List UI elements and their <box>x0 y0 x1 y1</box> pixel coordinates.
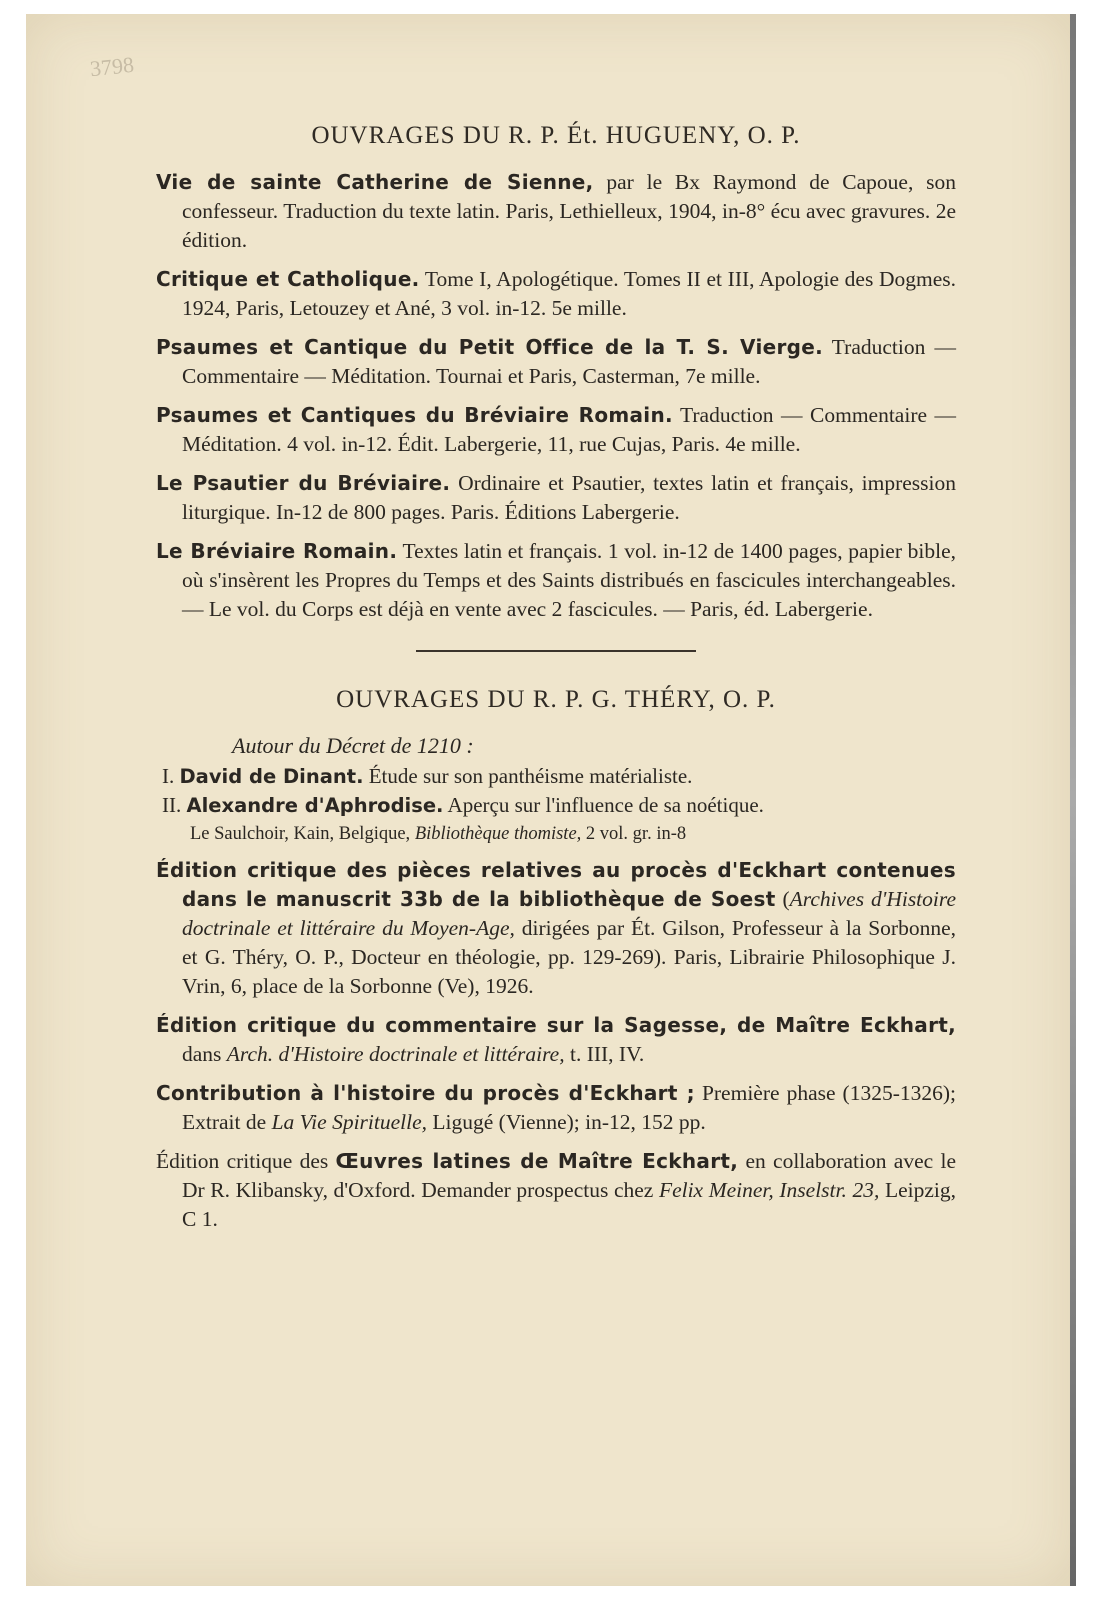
page-content <box>156 122 956 1244</box>
list-item: Édition critique des Œuvres latines de Maître Eckhart, en collaboration avec le Dr R. Klibansky, d'Oxford. Demander prospectus chez Felix Meiner, Inselstr. 23, Leipzig, C 1. <box>156 1149 956 1231</box>
section-title-hugueny: OUVRAGES DU R. P. Ét. HUGUENY, O. P. <box>311 122 801 149</box>
list-item: Le Psautier du Bréviaire. Ordinaire et Psautier, textes latin et français, impression liturgique. In-12 de 800 pages. Paris. Éditions Labergerie. <box>156 471 956 524</box>
book-page <box>26 14 1076 1586</box>
divider <box>416 650 696 652</box>
numbered-item: II. Alexandre d'Aphrodise. Aperçu sur l'influence de sa noétique. <box>162 793 764 817</box>
section-title-thery: OUVRAGES DU R. P. G. THÉRY, O. P. <box>336 686 776 713</box>
list-item: Psaumes et Cantique du Petit Office de la T. S. Vierge. Traduction — Commentaire — Méditation. Tournai et Paris, Casterman, 7e mille. <box>156 335 957 388</box>
list-item: Édition critique du commentaire sur la Sagesse, de Maître Eckhart, dans Arch. d'Histoire doctrinale et littéraire, t. III, IV. <box>156 1013 956 1066</box>
numbered-item: I. David de Dinant. Étude sur son panthéisme matérialiste. <box>162 764 693 788</box>
pencil-mark: 3798 <box>88 51 136 82</box>
list-item: Psaumes et Cantiques du Bréviaire Romain. Traduction — Commentaire — Méditation. 4 vol. in-12. Édit. Labergerie, 11, rue Cujas, Paris. 4e mille. <box>156 403 956 456</box>
list-item: Édition critique des pièces relatives au procès d'Eckhart contenues dans le manuscrit 33b de la bibliothèque de Soest (Archives d'Histoire doctrinale et littéraire du Moyen-Age, dirigées par Ét. Gilson, Professeur à la Sorbonne, et G. Théry, O. P., Docteur en théologie, pp. 129-269). Paris, Librairie Philosophique J. Vrin, 6, place de la Sorbonne (Ve), 1926. <box>156 858 956 998</box>
sub-heading: Autour du Décret de 1210 : <box>232 733 474 758</box>
book-spine <box>1070 14 1076 1586</box>
list-item: Contribution à l'histoire du procès d'Eckhart ; Première phase (1325-1326); Extrait de La Vie Spirituelle, Ligugé (Vienne); in-12, 152 pp. <box>156 1081 956 1134</box>
list-item: Critique et Catholique. Tome I, Apologétique. Tomes II et III, Apologie des Dogmes. 1924, Paris, Letouzey et Ané, 3 vol. in-12. 5e mille. <box>156 267 956 320</box>
list-item: Le Bréviaire Romain. Textes latin et français. 1 vol. in-12 de 1400 pages, papier bible, où s'insèrent les Propres du Temps et des Saints distribués en fascicules interchangeables. — Le vol. du Corps est déjà en vente avec 2 fascicules. — Paris, éd. Labergerie. <box>156 539 956 621</box>
publisher-line: Le Saulchoir, Kain, Belgique, Bibliothèque thomiste, 2 vol. gr. in-8 <box>190 824 687 844</box>
list-item: Vie de sainte Catherine de Sienne, par le Bx Raymond de Capoue, son confesseur. Traduction du texte latin. Paris, Lethielleux, 1904, in-8° écu avec gravures. 2e édition. <box>156 170 956 252</box>
